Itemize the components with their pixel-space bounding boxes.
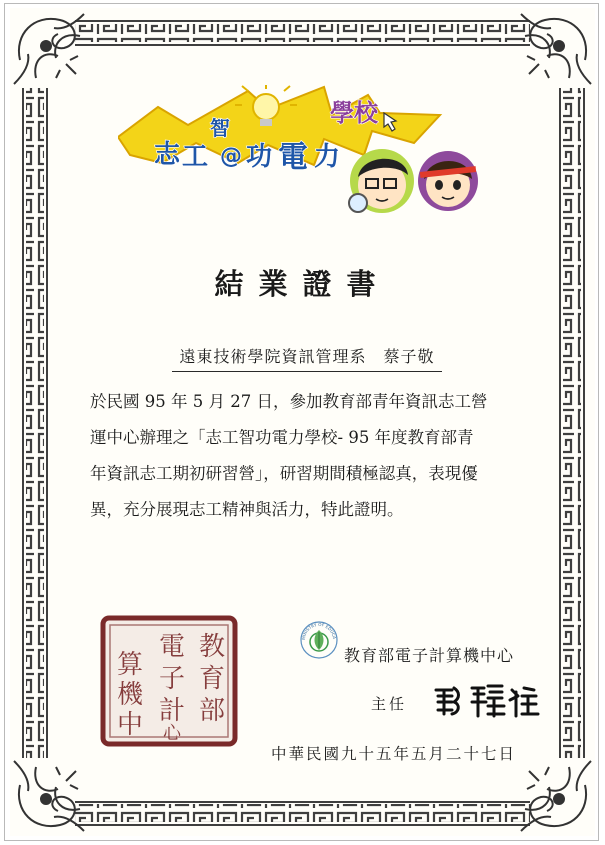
boy-with-glasses-avatar [349, 149, 414, 213]
seal-char-2: 育 [198, 664, 226, 694]
body-line-3: 年資訊志工期初研習營」，研習期間積極認真，表現優 [90, 464, 478, 483]
logo-school-text: 學校 [330, 99, 378, 127]
director-signature [432, 682, 544, 718]
director-label: 主任 [371, 695, 408, 713]
recipient-line: 遠東技術學院資訊管理系 蔡子敬 [172, 344, 442, 372]
issuer-name: 教育部電子計算機中心 [344, 646, 515, 665]
logo-char-4: 功 [246, 142, 273, 172]
body-line-1: 於民國 95 年 5 月 27 日，參加教育部青年資訊志工營 [90, 392, 488, 411]
program-logo [118, 85, 478, 225]
corner-ornament-top-right [521, 14, 591, 84]
logo-char-6: 力 [314, 142, 341, 172]
seal-char-9: 中 [116, 710, 144, 740]
seal-char-8: 機 [116, 680, 144, 710]
seal-char-3: 部 [198, 696, 226, 726]
certificate-body [90, 384, 540, 528]
seal-char-1: 教 [198, 632, 226, 662]
seal-char-6: 計 [158, 696, 186, 726]
logo-char-2: 工 [182, 142, 209, 172]
issue-date: 中華民國九十五年五月二十七日 [271, 745, 517, 763]
girl-with-headband-avatar [418, 151, 478, 211]
corner-ornament-bottom-left [14, 761, 84, 831]
ministry-emblem-icon [299, 620, 339, 660]
corner-ornament-top-left [14, 14, 84, 84]
seal-char-7: 算 [116, 650, 144, 680]
seal-char-5: 子 [158, 664, 186, 694]
corner-ornament-bottom-right [521, 761, 591, 831]
body-line-4: 異，充分展現志工精神與活力，特此證明。 [90, 500, 404, 519]
seal-char-4: 電 [158, 632, 186, 662]
certificate-title: 結業證書 [214, 267, 391, 301]
logo-char-1: 志 [154, 140, 181, 170]
body-line-2: 運中心辦理之「志工智功電力學校- 95 年度教育部青 [90, 428, 474, 447]
official-seal-stamp [100, 615, 238, 747]
logo-char-5: 電 [278, 140, 308, 175]
logo-at-icon: @ [220, 144, 242, 169]
emblem-text: MINISTRY OF EDUCA [300, 621, 337, 641]
logo-char-3: 智 [210, 116, 230, 140]
seal-char-10: 心 [163, 723, 181, 744]
